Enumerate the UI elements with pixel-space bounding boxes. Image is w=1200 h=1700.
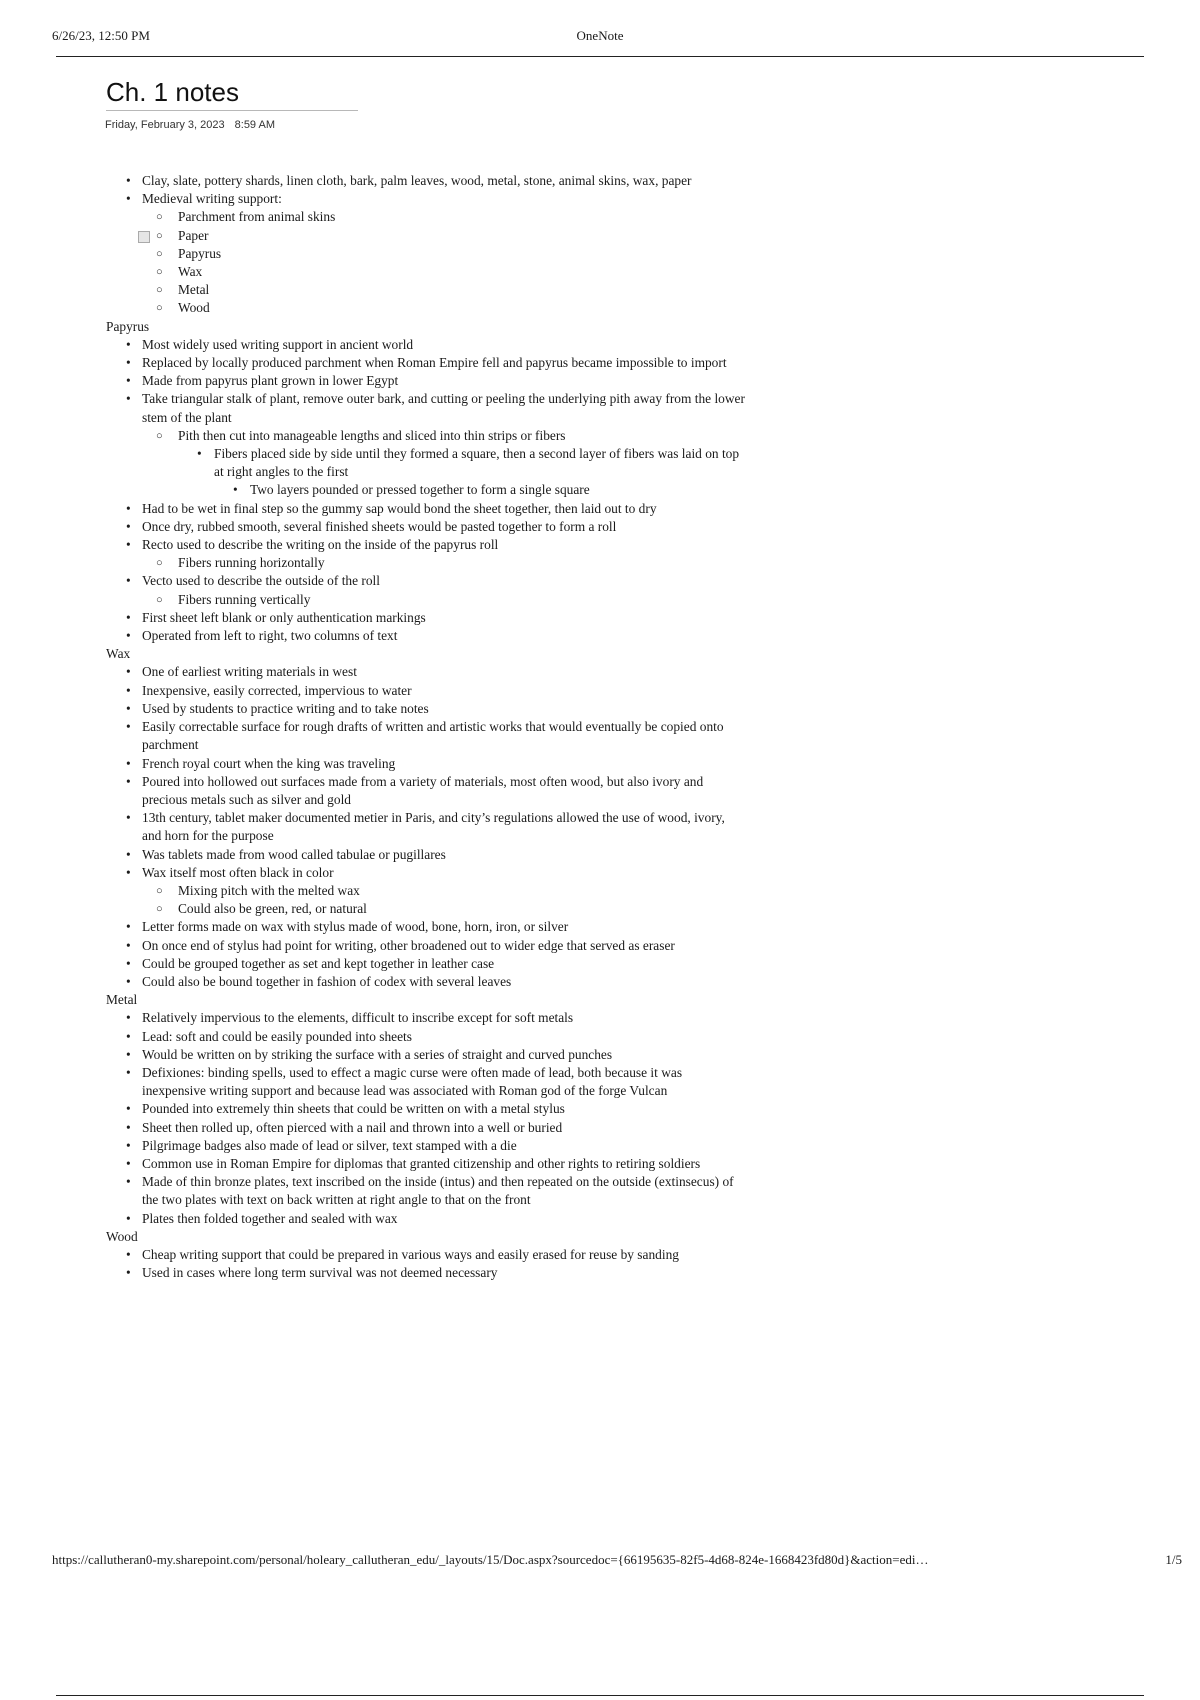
bullet-icon: ○ xyxy=(156,884,163,897)
bullet-icon: • xyxy=(126,373,131,389)
list-item-text: Could also be bound together in fashion of codex with several leaves xyxy=(142,973,512,989)
bullet-icon: • xyxy=(233,482,238,498)
bullet-icon: • xyxy=(126,1174,131,1190)
list-item-text: Would be written on by striking the surface with a series of straight and curved punches xyxy=(142,1046,613,1062)
list-item[interactable] xyxy=(106,572,746,590)
bullet-icon: • xyxy=(126,810,131,826)
list-item-text: French royal court when the king was traveling xyxy=(142,755,396,771)
bullet-icon: • xyxy=(126,573,131,589)
list-item[interactable] xyxy=(106,1173,746,1209)
header-divider xyxy=(56,56,1144,57)
list-item-text: Was tablets made from wood called tabulae or pugillares xyxy=(142,846,446,862)
list-item-text: Sheet then rolled up, often pierced with a nail and thrown into a well or buried xyxy=(142,1119,563,1135)
bullet-icon: ○ xyxy=(156,593,163,606)
section-heading[interactable] xyxy=(106,1228,746,1246)
notes-list xyxy=(106,172,746,1282)
bullet-icon: • xyxy=(126,1064,131,1080)
bullet-icon: • xyxy=(126,500,131,516)
bullet-icon: • xyxy=(126,1265,131,1281)
bullet-icon: ○ xyxy=(156,429,163,442)
list-item[interactable] xyxy=(106,172,746,190)
list-item[interactable] xyxy=(106,427,746,445)
bullet-icon: • xyxy=(126,173,131,188)
list-item[interactable] xyxy=(106,208,746,226)
list-item-text: Wax itself most often black in color xyxy=(142,864,334,880)
list-item-text: Could be grouped together as set and kept together in leather case xyxy=(142,955,495,971)
list-item[interactable] xyxy=(106,627,746,645)
page-datetime xyxy=(105,119,275,131)
list-item[interactable] xyxy=(106,190,746,208)
list-item[interactable] xyxy=(106,918,746,936)
list-item-text: Parchment from animal skins xyxy=(178,209,336,225)
page-title[interactable]: Ch. 1 notes xyxy=(106,77,239,107)
list-item-text: Relatively impervious to the elements, difficult to inscribe except for soft metals xyxy=(142,1010,574,1026)
list-item-text: Take triangular stalk of plant, remove outer bark, and cutting or peeling the underlying pith away from the lower stem of the plant xyxy=(142,391,745,425)
list-item[interactable] xyxy=(106,372,746,390)
page-title-container[interactable] xyxy=(106,76,358,111)
list-item-text: Had to be wet in final step so the gummy sap would bond the sheet together, then laid out to dry xyxy=(142,500,657,516)
list-item-text: Lead: soft and could be easily pounded into sheets xyxy=(142,1028,412,1044)
list-item-text: One of earliest writing materials in west xyxy=(142,664,357,680)
list-item[interactable] xyxy=(106,700,746,718)
list-item[interactable] xyxy=(106,1100,746,1118)
list-item[interactable] xyxy=(106,1119,746,1137)
page-count: 1/5 xyxy=(1165,1552,1182,1567)
bullet-icon: • xyxy=(126,537,131,553)
list-item-text: Paper xyxy=(178,227,209,243)
page-date: Friday, February 3, 2023 xyxy=(105,119,225,131)
list-item-text: Fibers placed side by side until they formed a square, then a second layer of fibers was laid on top at right angles to the first xyxy=(214,446,740,480)
list-item-text: Replaced by locally produced parchment when Roman Empire fell and papyrus became impossible to import xyxy=(142,355,727,371)
list-item[interactable] xyxy=(106,263,746,281)
list-item-text: Pilgrimage badges also made of lead or silver, text stamped with a die xyxy=(142,1137,517,1153)
list-item-text: Metal xyxy=(178,282,210,298)
bullet-icon: • xyxy=(126,1137,131,1153)
section-heading[interactable] xyxy=(106,318,746,336)
list-item-text: Used in cases where long term survival was not deemed necessary xyxy=(142,1265,498,1281)
list-item[interactable] xyxy=(106,973,746,991)
list-item-text: Wax xyxy=(106,646,131,662)
section-heading[interactable] xyxy=(106,645,746,663)
list-item-text: Wax xyxy=(178,264,203,280)
list-item-text: Medieval writing support: xyxy=(142,191,282,207)
list-item-text: Papyrus xyxy=(178,245,222,261)
bullet-icon: • xyxy=(126,355,131,371)
bullet-icon: ○ xyxy=(156,903,163,916)
list-item[interactable] xyxy=(106,1137,746,1155)
list-item[interactable] xyxy=(106,846,746,864)
list-item-text: Inexpensive, easily corrected, impervious to water xyxy=(142,682,412,698)
bullet-icon: ○ xyxy=(156,302,163,315)
bullet-icon: • xyxy=(126,700,131,716)
list-item-text: Mixing pitch with the melted wax xyxy=(178,882,360,898)
bullet-icon: • xyxy=(126,846,131,862)
list-item[interactable] xyxy=(106,445,746,481)
bullet-icon: • xyxy=(126,391,131,407)
bullet-icon: • xyxy=(126,1010,131,1026)
list-item-text: Fibers running vertically xyxy=(178,591,311,607)
list-item[interactable] xyxy=(106,536,746,554)
bullet-icon: • xyxy=(126,1210,131,1226)
list-item-text: Wood xyxy=(178,300,210,316)
list-item[interactable] xyxy=(106,882,746,900)
list-item[interactable] xyxy=(106,481,746,499)
list-item[interactable] xyxy=(106,609,746,627)
list-item[interactable] xyxy=(106,718,746,754)
bullet-icon: ○ xyxy=(156,266,163,279)
list-item-text: Wood xyxy=(106,1228,138,1244)
list-item[interactable] xyxy=(106,227,746,245)
list-item[interactable] xyxy=(106,554,746,572)
list-item-text: Pith then cut into manageable lengths and sliced into thin strips or fibers xyxy=(178,427,566,443)
list-item-text: Common use in Roman Empire for diplomas that granted citizenship and other rights to retiring soldiers xyxy=(142,1155,701,1171)
bullet-icon: • xyxy=(126,191,131,207)
bullet-icon: • xyxy=(126,755,131,771)
bullet-icon: • xyxy=(126,1155,131,1171)
list-item-text: Recto used to describe the writing on the inside of the papyrus roll xyxy=(142,537,499,553)
bullet-icon: • xyxy=(126,937,131,953)
list-item-text: Easily correctable surface for rough drafts of written and artistic works that would eventually be copied onto parchment xyxy=(142,719,724,753)
bullet-icon: • xyxy=(126,719,131,735)
bullet-icon: • xyxy=(126,336,131,352)
bullet-icon: • xyxy=(126,682,131,698)
list-item[interactable] xyxy=(106,663,746,681)
list-item[interactable] xyxy=(106,336,746,354)
page-time: 8:59 AM xyxy=(234,119,275,131)
list-item[interactable] xyxy=(106,937,746,955)
bullet-icon: • xyxy=(126,609,131,625)
footer-divider xyxy=(56,1695,1144,1696)
list-item[interactable] xyxy=(106,773,746,809)
bullet-icon: • xyxy=(126,973,131,989)
list-item-text: Letter forms made on wax with stylus made of wood, bone, horn, iron, or silver xyxy=(142,919,569,935)
bullet-icon: • xyxy=(126,773,131,789)
list-item-text: Cheap writing support that could be prepared in various ways and easily erased for reuse by sanding xyxy=(142,1246,679,1262)
list-item[interactable] xyxy=(106,955,746,973)
list-item[interactable] xyxy=(106,1210,746,1228)
list-item-text: Most widely used writing support in ancient world xyxy=(142,336,414,352)
notes-outline[interactable] xyxy=(106,172,746,1282)
list-item-text: Metal xyxy=(106,992,138,1008)
list-item[interactable] xyxy=(106,518,746,536)
bullet-icon: • xyxy=(126,628,131,644)
list-item[interactable] xyxy=(106,591,746,609)
list-item[interactable] xyxy=(106,900,746,918)
section-heading[interactable] xyxy=(106,991,746,1009)
bullet-icon: • xyxy=(126,919,131,935)
list-item[interactable] xyxy=(106,755,746,773)
list-item-text: First sheet left blank or only authentication markings xyxy=(142,609,426,625)
bullet-icon: ○ xyxy=(156,284,163,297)
list-item-text: Defixiones: binding spells, used to effect a magic curse were often made of lead, both because it was inexpensive writing support and because lead was associated with Roman god of the forge Vulcan xyxy=(142,1064,683,1099)
bullet-icon: • xyxy=(126,864,131,880)
list-item-text: Plates then folded together and sealed with wax xyxy=(142,1210,398,1226)
list-item[interactable] xyxy=(106,1028,746,1046)
bullet-icon: ○ xyxy=(156,211,163,224)
list-item[interactable] xyxy=(106,1064,746,1100)
bullet-icon: • xyxy=(126,955,131,971)
list-item-text: Made from papyrus plant grown in lower Egypt xyxy=(142,373,399,389)
bullet-icon: • xyxy=(126,518,131,534)
list-item-text: Vecto used to describe the outside of the roll xyxy=(142,573,380,589)
list-item[interactable] xyxy=(106,864,746,882)
bullet-icon: • xyxy=(197,446,202,462)
paragraph-handle-icon[interactable] xyxy=(138,231,150,243)
list-item[interactable] xyxy=(106,354,746,372)
list-item-text: Fibers running horizontally xyxy=(178,555,325,571)
list-item-text: Poured into hollowed out surfaces made from a variety of materials, most often wood, but also ivory and precious metals such as silver and gold xyxy=(142,773,704,807)
list-item[interactable] xyxy=(106,809,746,845)
list-item-text: Two layers pounded or pressed together to form a single square xyxy=(250,482,590,498)
print-app-name: OneNote xyxy=(576,28,624,43)
list-item[interactable] xyxy=(106,390,746,426)
list-item-text: Once dry, rubbed smooth, several finished sheets would be pasted together to form a roll xyxy=(142,518,617,534)
bullet-icon: • xyxy=(126,664,131,680)
source-url: https://callutheran0-my.sharepoint.com/personal/holeary_callutheran_edu/_layouts/15/Doc.aspx?sourcedoc={66195635-82f5-4d68-824e-1668423fd80d}&action=edi… xyxy=(52,1552,929,1567)
bullet-icon: ○ xyxy=(156,557,163,570)
list-item-text: 13th century, tablet maker documented metier in Paris, and city’s regulations allowed the use of wood, ivory, and horn for the purpose xyxy=(142,810,725,844)
print-date: 6/26/23, 12:50 PM xyxy=(52,28,150,43)
list-item-text: Clay, slate, pottery shards, linen cloth, bark, palm leaves, wood, metal, stone, animal skins, wax, paper xyxy=(142,173,692,188)
list-item-text: Used by students to practice writing and to take notes xyxy=(142,700,429,716)
list-item[interactable] xyxy=(106,1264,746,1282)
list-item[interactable] xyxy=(106,1155,746,1173)
list-item[interactable] xyxy=(106,1246,746,1264)
bullet-icon: • xyxy=(126,1246,131,1262)
print-header xyxy=(52,28,1148,48)
list-item[interactable] xyxy=(106,682,746,700)
bullet-icon: • xyxy=(126,1119,131,1135)
bullet-icon: • xyxy=(126,1028,131,1044)
list-item-text: On once end of stylus had point for writing, other broadened out to wider edge that served as eraser xyxy=(142,937,675,953)
list-item[interactable] xyxy=(106,299,746,317)
list-item-text: Could also be green, red, or natural xyxy=(178,901,367,917)
list-item[interactable] xyxy=(106,1046,746,1064)
list-item[interactable] xyxy=(106,500,746,518)
bullet-icon: ○ xyxy=(156,247,163,260)
list-item-text: Operated from left to right, two columns of text xyxy=(142,628,398,644)
list-item-text: Pounded into extremely thin sheets that could be written on with a metal stylus xyxy=(142,1101,565,1117)
list-item[interactable] xyxy=(106,281,746,299)
list-item[interactable] xyxy=(106,245,746,263)
bullet-icon: ○ xyxy=(156,229,163,242)
list-item[interactable] xyxy=(106,1009,746,1027)
list-item-text: Made of thin bronze plates, text inscribed on the inside (intus) and then repeated on the outside (extinsecus) of the two plates with text on back written at right angle to that on the front xyxy=(142,1174,734,1208)
bullet-icon: • xyxy=(126,1101,131,1117)
bullet-icon: • xyxy=(126,1046,131,1062)
list-item-text: Papyrus xyxy=(106,318,150,334)
